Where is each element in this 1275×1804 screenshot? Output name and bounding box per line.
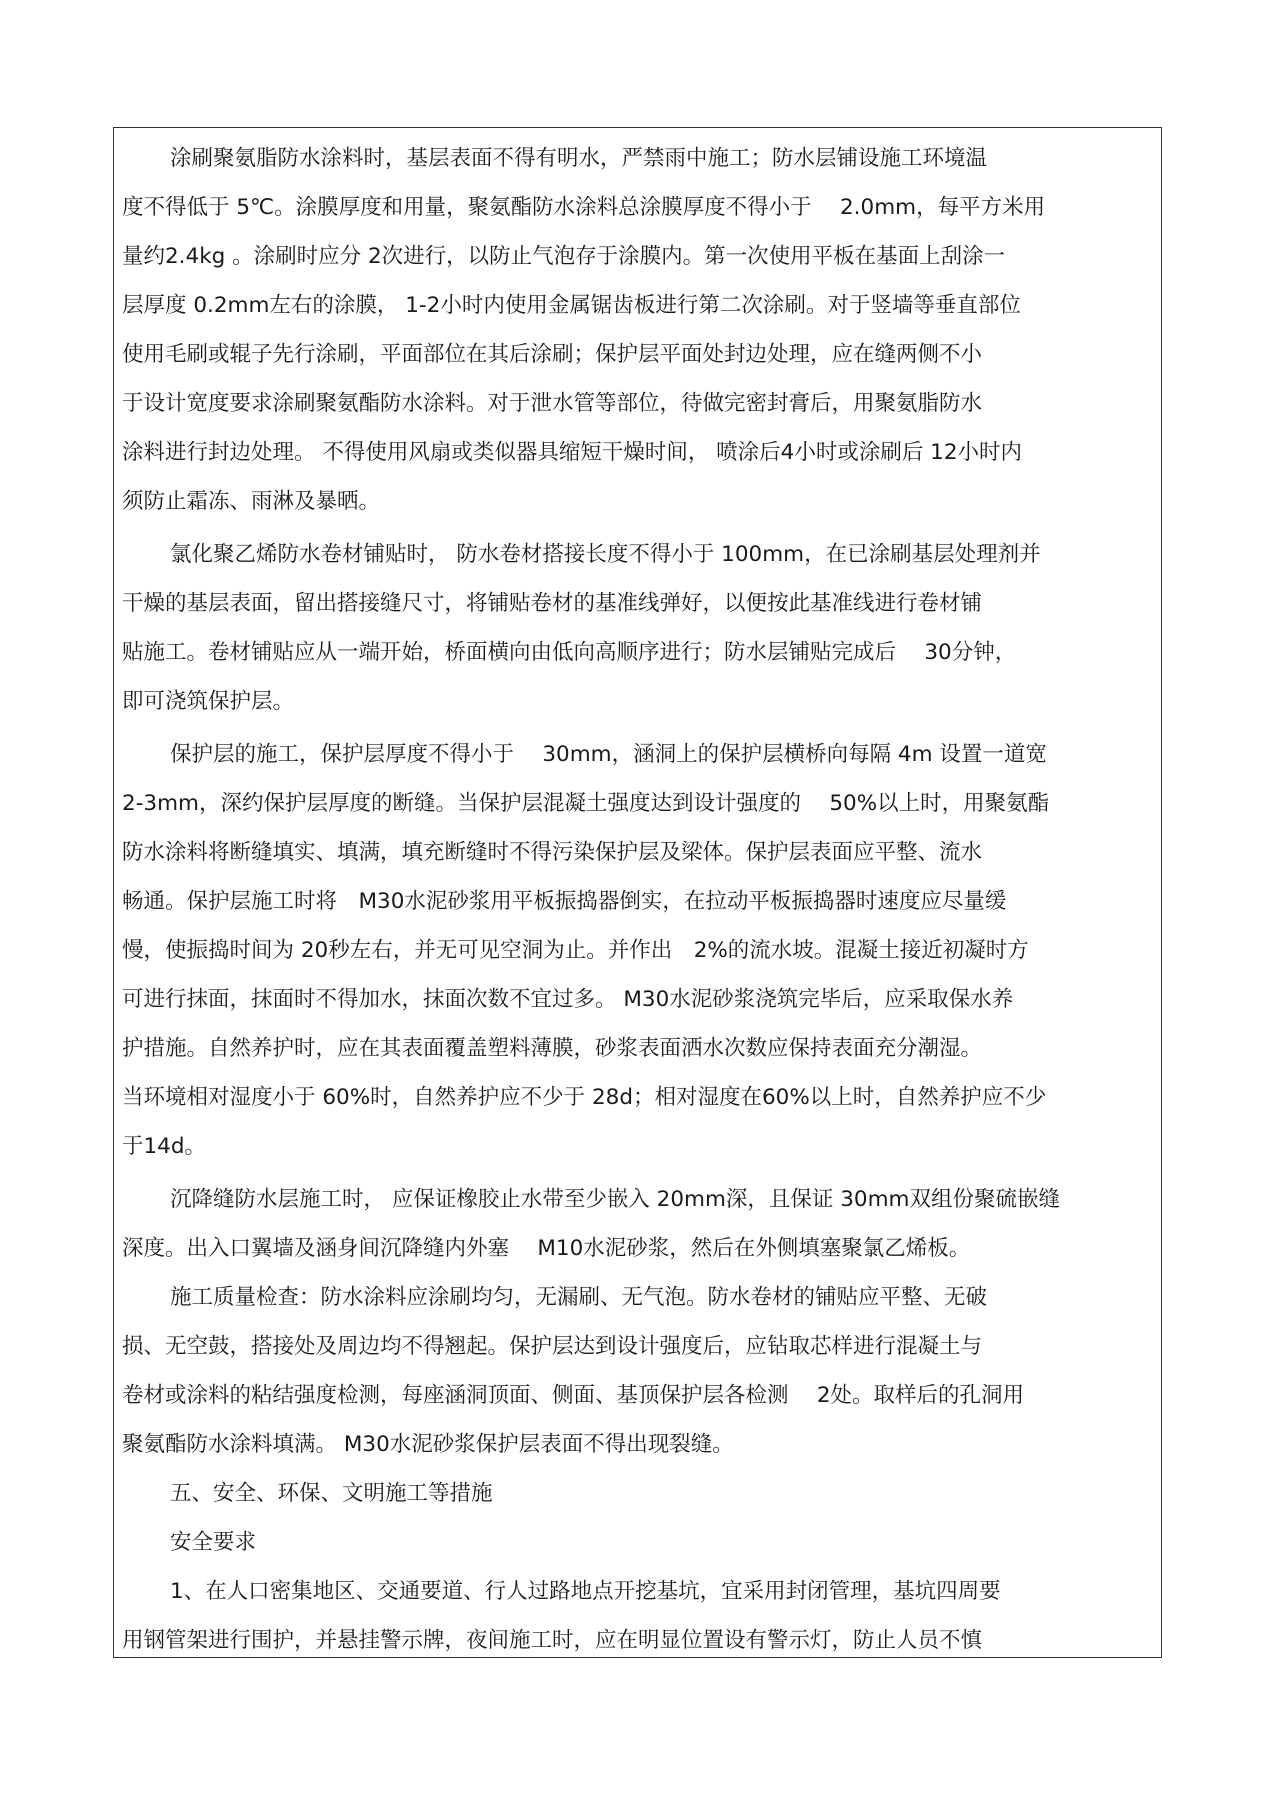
- subsection-heading: 安全要求: [170, 1530, 257, 1555]
- paragraph-line: 沉降缝防水层施工时， 应保证橡胶止水带至少嵌入 20mm深，且保证 30mm双组份聚硫嵌缝: [170, 1187, 1060, 1212]
- paragraph-line: 当环境相对湿度小于 60%时，自然养护应不少于 28d；相对湿度在60%以上时，自然养护应不少: [122, 1085, 1047, 1110]
- paragraph-line: 于14d。: [122, 1134, 207, 1159]
- paragraph-line: 深度。出入口翼墙及涵身间沉降缝内外塞 M10水泥砂浆，然后在外侧填塞聚氯乙烯板。: [122, 1236, 971, 1261]
- paragraph-line: 施工质量检查：防水涂料应涂刷均匀，无漏刷、无气泡。防水卷材的铺贴应平整、无破: [170, 1285, 988, 1310]
- paragraph-line: 可进行抹面，抹面时不得加水，抹面次数不宜过多。 M30水泥砂浆浇筑完毕后，应采取保水养: [122, 987, 1014, 1012]
- paragraph-line: 卷材或涂料的粘结强度检测，每座涵洞顶面、侧面、基顶保护层各检测 2处。取样后的孔洞用: [122, 1383, 1025, 1408]
- paragraph-line: 层厚度 0.2mm左右的涂膜， 1-2小时内使用金属锯齿板进行第二次涂刷。对于竖墙等垂直部位: [122, 293, 1021, 318]
- paragraph-line: 1、在人口密集地区、交通要道、行人过路地点开挖基坑，宜采用封闭管理，基坑四周要: [170, 1579, 1001, 1604]
- paragraph-line: 度不得低于 5℃。涂膜厚度和用量，聚氨酯防水涂料总涂膜厚度不得小于 2.0mm，每平方米用: [122, 195, 1046, 220]
- paragraph-line: 即可浇筑保护层。: [122, 689, 295, 714]
- paragraph-line: 贴施工。卷材铺贴应从一端开始，桥面横向由低向高顺序进行；防水层铺贴完成后 30分钟，: [122, 640, 1017, 665]
- paragraph-line: 2-3mm，深约保护层厚度的断缝。当保护层混凝土强度达到设计强度的 50%以上时，用聚氨酯: [122, 791, 1050, 816]
- paragraph-line: 慢，使振捣时间为 20秒左右，并无可见空洞为止。并作出 2%的流水坡。混凝土接近初凝时方: [122, 938, 1029, 963]
- paragraph-line: 损、无空鼓，搭接处及周边均不得翘起。保护层达到设计强度后，应钻取芯样进行混凝土与: [122, 1334, 983, 1359]
- paragraph-line: 涂刷聚氨脂防水涂料时，基层表面不得有明水，严禁雨中施工；防水层铺设施工环境温: [170, 146, 988, 171]
- paragraph-line: 量约2.4kg 。涂刷时应分 2次进行，以防止气泡存于涂膜内。第一次使用平板在基面上刮涂一: [122, 244, 1006, 269]
- section-heading: 五、安全、环保、文明施工等措施: [170, 1481, 493, 1506]
- paragraph-line: 保护层的施工，保护层厚度不得小于 30mm，涵洞上的保护层横桥向每隔 4m 设置一道宽: [170, 742, 1047, 767]
- paragraph-line: 使用毛刷或辊子先行涂刷，平面部位在其后涂刷；保护层平面处封边处理，应在缝两侧不小: [122, 342, 983, 367]
- paragraph-line: 氯化聚乙烯防水卷材铺贴时， 防水卷材搭接长度不得小于 100mm，在已涂刷基层处理剂并: [170, 542, 1041, 567]
- paragraph-line: 聚氨酯防水涂料填满。 M30水泥砂浆保护层表面不得出现裂缝。: [122, 1432, 734, 1457]
- paragraph-line: 涂料进行封边处理。 不得使用风扇或类似器具缩短干燥时间， 喷涂后4小时或涂刷后 12小时内: [122, 440, 1023, 465]
- paragraph-line: 于设计宽度要求涂刷聚氨酯防水涂料。对于泄水管等部位，待做完密封膏后，用聚氨脂防水: [122, 391, 983, 416]
- paragraph-line: 防水涂料将断缝填实、填满，填充断缝时不得污染保护层及梁体。保护层表面应平整、流水: [122, 840, 983, 865]
- paragraph-line: 干燥的基层表面，留出搭接缝尺寸，将铺贴卷材的基准线弹好，以便按此基准线进行卷材铺: [122, 591, 983, 616]
- paragraph-line: 护措施。自然养护时，应在其表面覆盖塑料薄膜，砂浆表面洒水次数应保持表面充分潮湿。: [122, 1036, 983, 1061]
- paragraph-line: 须防止霜冻、雨淋及暴晒。: [122, 489, 381, 514]
- paragraph-line: 畅通。保护层施工时将 M30水泥砂浆用平板振捣器倒实，在拉动平板振捣器时速度应尽量缓: [122, 889, 1007, 914]
- document-body: [122, 141, 1152, 1672]
- paragraph-line: 用钢管架进行围护，并悬挂警示牌，夜间施工时，应在明显位置设有警示灯，防止人员不慎: [122, 1628, 983, 1653]
